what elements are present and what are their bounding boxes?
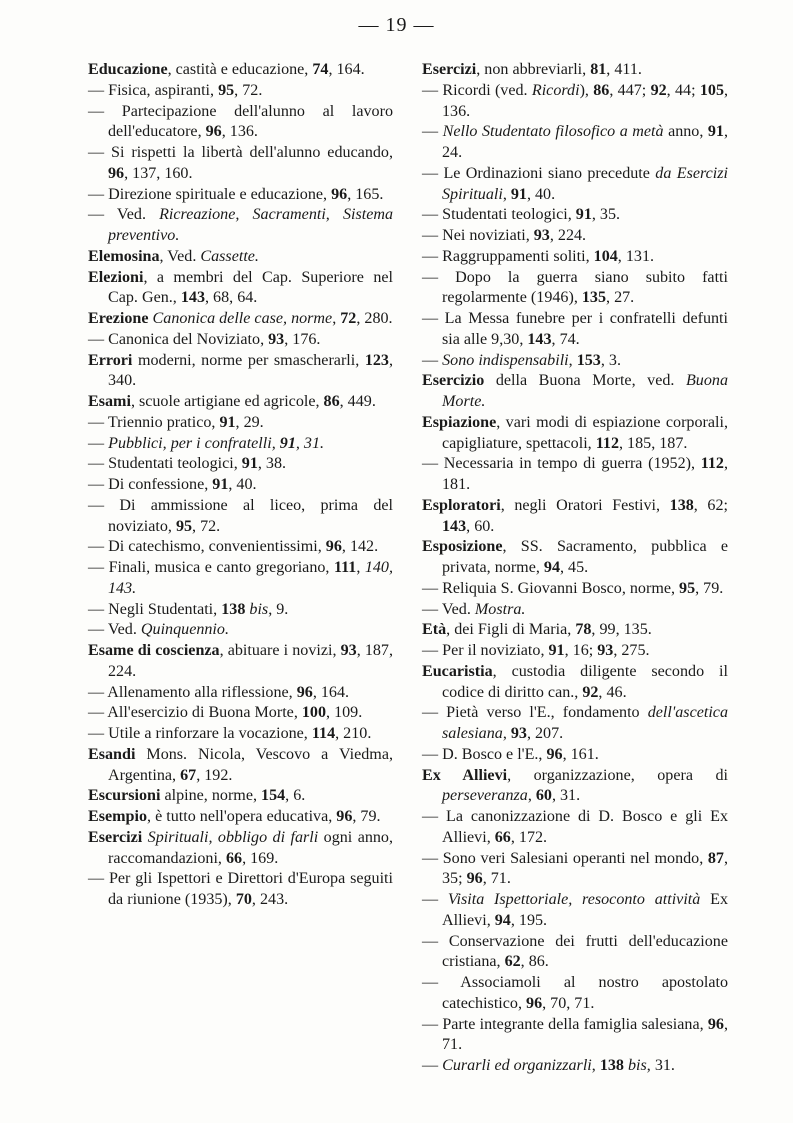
index-entry: — Fisica, aspiranti, 95, 72. [88,81,263,99]
index-entry: — Sono indispensabili, 153, 3. [422,351,621,369]
index-entry: — Associamoli al nostro apostolato catechistico, 96, 70, 71. [422,974,728,1012]
index-entry: — Ved. Mostra. [422,600,526,618]
index-entry: Eucaristia, custodia diligente secondo il codice di diritto can., 92, 46. [422,662,728,701]
index-entry: — Nei noviziati, 93, 224. [422,227,587,244]
index-entry: — Ved. Ricreazione, Sacramenti, Sistema preventivo. [88,206,394,244]
index-entry: Erezione Canonica delle case, norme, 72, 280. [88,310,393,327]
index-entry: Esame di coscienza, abituare i novizi, 93, 187, 224. [88,642,393,680]
page-number: — 19 — [358,14,435,36]
index-entry: — Allenamento alla riflessione, 96, 164. [88,683,350,701]
index-entry: Errori moderni, norme per smascherarli, 123, 340. [88,351,393,390]
index-entry: — Si rispetti la libertà dell'alunno educando, 96, 137, 160. [88,144,393,182]
index-entry: Elezioni, a membri del Cap. Superiore nel Cap. Gen., 143, 68, 64. [88,268,393,307]
index-entry: Esercizio della Buona Morte, ved. Buona Morte. [422,372,728,410]
index-entry: Educazione, castità e educazione, 74, 164. [88,61,365,78]
index-entry: — Dopo la guerra siano subito fatti regolarmente (1946), 135, 27. [422,268,728,307]
index-entry: — Visita Ispettoriale, resoconto attività Ex Allievi, 94, 195. [422,891,728,929]
index-entry: — Di catechismo, convenientissimi, 96, 142. [88,538,379,556]
index-entry: — Pietà verso l'E., fondamento dell'ascetica salesiana, 93, 207. [422,704,728,742]
index-entry: — Nello Studentato filosofico a metà anno, 91, 24. [422,123,728,161]
index-entry: — Triennio pratico, 91, 29. [88,413,264,431]
index-entry: — La canonizzazione di D. Bosco e gli Ex Allievi, 66, 172. [422,808,728,846]
index-entry: Esposizione, SS. Sacramento, pubblica e privata, norme, 94, 45. [422,538,728,576]
index-entry: — Ved. Quinquennio. [88,621,229,639]
index-entry: Esami, scuole artigiane ed agricole, 86, 449. [88,393,376,410]
index-entry: — Studentati teologici, 91, 35. [422,206,621,224]
index-entry: Esempio, è tutto nell'opera educativa, 96, 79. [88,808,381,825]
index-entry: Espiazione, vari modi di espiazione corporali, capigliature, spettacoli, 112, 185, 187. [422,413,728,452]
index-entry: — Conservazione dei frutti dell'educazione cristiana, 62, 86. [422,932,728,971]
index-entry: Età, dei Figli di Maria, 78, 99, 135. [422,621,652,639]
index-entry: — Per gli Ispettori e Direttori d'Europa seguiti da riunione (1935), 70, 243. [88,870,393,908]
index-entry: — La Messa funebre per i confratelli defunti sia alle 9,30, 143, 74. [422,310,728,348]
index-entry: — Direzione spirituale e educazione, 96, 165. [88,185,384,203]
index-entry: — Curarli ed organizzarli, 138 bis, 31. [422,1057,675,1074]
index-entry: — Necessaria in tempo di guerra (1952), 112, 181. [422,455,728,493]
index-entry: Ex Allievi, organizzazione, opera di perseveranza, 60, 31. [422,766,728,805]
index-entry: — Raggruppamenti soliti, 104, 131. [422,247,655,265]
index-entry: — Sono veri Salesiani operanti nel mondo, 87, 35; 96, 71. [422,849,728,888]
index-entry: — Finali, musica e canto gregoriano, 111, 140, 143. [88,559,393,597]
index-entry: — Pubblici, per i confratelli, 91, 31. [88,434,325,452]
index-entry: Esercizi, non abbreviarli, 81, 411. [422,61,642,78]
index-entry: — Partecipazione dell'alunno al lavoro dell'educatore, 96, 136. [88,102,393,141]
index-entry: — Canonica del Noviziato, 93, 176. [88,330,321,348]
index-entry: — Reliquia S. Giovanni Bosco, norme, 95, 79. [422,579,724,597]
index-entry: — Per il noviziato, 91, 16; 93, 275. [422,642,650,659]
index-entry: — Utile a rinforzare la vocazione, 114, 210. [88,725,372,742]
index-entry: Esploratori, negli Oratori Festivi, 138, 62; 143, 60. [422,496,728,535]
left-column [88,60,393,911]
index-entry: — Parte integrante della famiglia salesiana, 96, 71. [422,1015,728,1054]
right-column [422,60,728,1077]
index-entry: Esercizi Spirituali, obbligo di farli ogni anno, raccomandazioni, 66, 169. [88,828,393,867]
index-entry: — All'esercizio di Buona Morte, 100, 109. [88,704,363,722]
index-entry: — Studentati teologici, 91, 38. [88,455,287,473]
index-entry: — Ricordi (ved. Ricordi), 86, 447; 92, 44; 105, 136. [422,81,729,120]
index-entry: Esandi Mons. Nicola, Vescovo a Viedma, Argentina, 67, 192. [88,745,393,784]
index-entry: — D. Bosco e l'E., 96, 161. [422,745,599,763]
index-entry: — Le Ordinazioni siano precedute da Esercizi Spirituali, 91, 40. [422,164,728,203]
index-entry: — Negli Studentati, 138 bis, 9. [88,600,289,618]
index-entry: — Di confessione, 91, 40. [88,476,257,493]
index-entry: — Di ammissione al liceo, prima del noviziato, 95, 72. [88,496,393,535]
index-entry: Elemosina, Ved. Cassette. [88,247,259,265]
index-entry: Escursioni alpine, norme, 154, 6. [88,787,306,805]
